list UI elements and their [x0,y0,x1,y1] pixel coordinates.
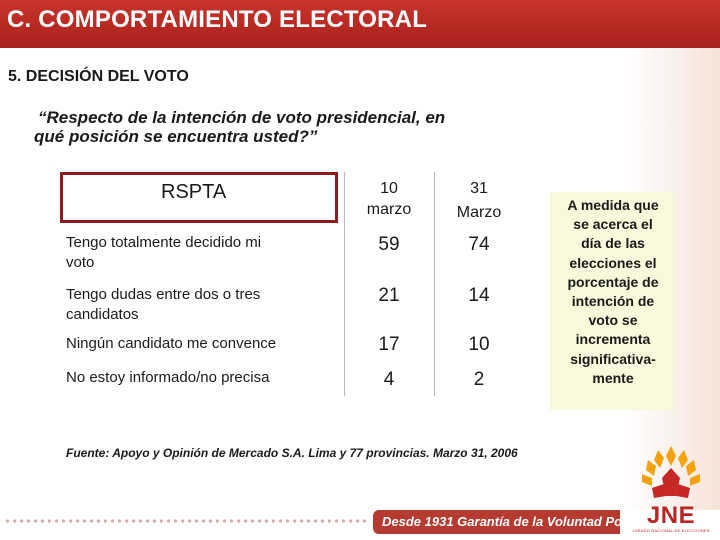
slide-title: C. COMPORTAMIENTO ELECTORAL [7,6,428,33]
note-line: porcentaje de [567,273,659,290]
table-row-label [66,233,334,273]
note-line: A medida que [567,197,659,213]
table-cell: 2 [473,369,485,390]
table-row-label [66,285,334,325]
note-line: día de las [581,235,645,252]
note-line: intención de [571,293,655,310]
row-label-line: candidatos [66,306,139,323]
row-label-line: voto [66,254,95,271]
table-cell: 21 [378,285,400,306]
row-label-line: Ningún candidato me convence [66,335,277,352]
table-row-label [66,368,334,388]
table-cell: 74 [468,234,490,255]
table-row-label [66,334,334,354]
note-line: se acerca el [573,216,653,233]
question-line-1: “Respecto de la intención de voto presidencial, en [38,108,446,127]
table-cell: 59 [378,234,400,255]
column-header-line: 31 [470,180,488,197]
note-line: significativa- [570,350,656,367]
title-bar [0,0,720,48]
jne-logo [628,438,714,534]
column-header-31-marzo [434,178,524,223]
note-line: elecciones el [569,254,657,271]
table-cell: 10 [468,334,490,355]
table-cell: 4 [383,369,395,390]
results-table [60,172,520,396]
note-line: voto se [588,312,638,329]
survey-question [34,108,534,146]
jne-emblem-icon [628,438,714,502]
question-line-2: qué posición se encuentra usted?” [34,127,318,146]
row-label-line: Tengo dudas entre dos o tres [66,286,261,303]
row-label-line: Tengo totalmente decidido mi [66,234,262,251]
dotted-divider [4,518,369,524]
column-header-line: 10 [380,180,398,197]
footer-slogan-bar [373,510,654,534]
logo-text: JNE [646,502,696,529]
footer-slogan: Desde 1931 Garantía de la Voluntad Popular [382,514,654,529]
response-header-box [60,172,338,223]
section-heading: 5. DECISIÓN DEL VOTO [8,68,189,85]
table-cell: 14 [468,285,490,306]
logo-subtext: JURADO NACIONAL DE ELECCIONES [632,528,710,533]
column-header-line: marzo [366,201,412,218]
insight-note [550,192,674,410]
note-line: mente [592,369,634,386]
source-citation: Fuente: Apoyo y Opinión de Mercado S.A. Lima y 77 provincias. Marzo 31, 2006 [66,446,518,460]
table-cell: 17 [378,334,400,355]
row-label-line: No estoy informado/no precisa [66,369,270,386]
column-header-10-marzo [344,178,434,220]
note-line: incrementa [575,331,651,348]
response-header-label: RSPTA [161,181,227,203]
column-header-line: Marzo [456,204,502,221]
